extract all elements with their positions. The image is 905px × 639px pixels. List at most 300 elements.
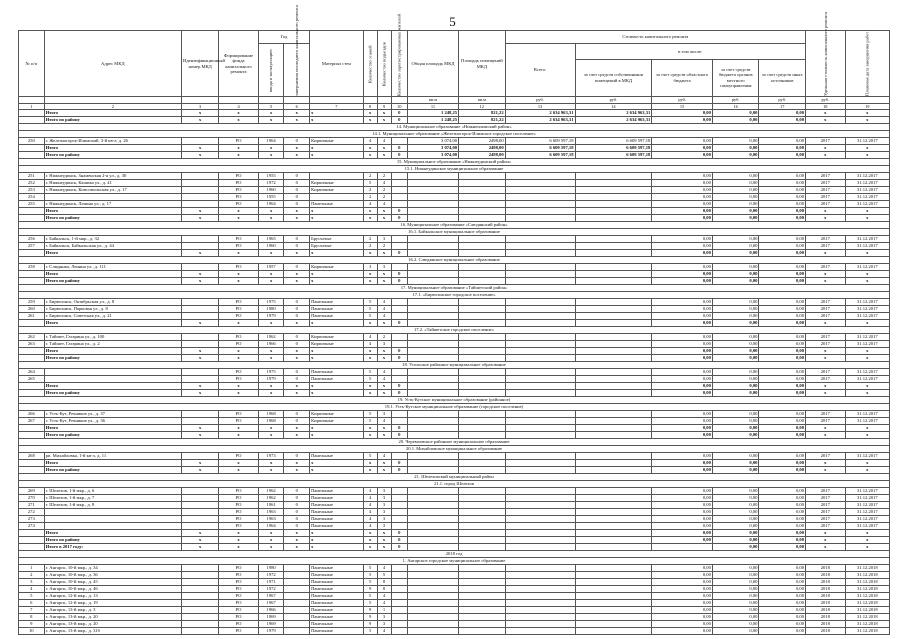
- table-cell: 2 634 963,31: [505, 110, 575, 117]
- table-cell: x: [258, 467, 284, 474]
- table-cell: 268: [19, 453, 45, 460]
- table-cell: x: [284, 537, 310, 544]
- table-cell: 0,00: [652, 502, 713, 509]
- table-cell: [575, 467, 652, 474]
- table-cell: 4: [377, 369, 391, 376]
- table-cell: x: [310, 537, 364, 544]
- table-cell: x: [377, 348, 391, 355]
- table-cell: x: [310, 271, 364, 278]
- table-cell: 0,00: [759, 376, 806, 383]
- table-cell: РО: [219, 341, 259, 348]
- table-cell: Панельные: [310, 313, 364, 320]
- table-cell: РО: [219, 264, 259, 271]
- table-cell: x: [219, 390, 259, 397]
- table-cell: [575, 425, 652, 432]
- table-cell: x: [284, 110, 310, 117]
- unit-rub4: руб.: [712, 97, 759, 104]
- table-cell: 4: [363, 523, 377, 530]
- table-cell: 0: [284, 187, 310, 194]
- table-cell: 0: [284, 418, 310, 425]
- table-cell: 0: [284, 313, 310, 320]
- table-cell: x: [284, 432, 310, 439]
- table-cell: x: [258, 152, 284, 159]
- table-cell: [505, 432, 575, 439]
- section-heading: 17.2. «Тайшетское городское поселение»: [19, 327, 890, 334]
- table-cell: 0,00: [759, 425, 806, 432]
- table-cell: [459, 271, 506, 278]
- table-cell: [391, 600, 407, 607]
- table-cell: [459, 453, 506, 460]
- table-cell: 0: [391, 537, 407, 544]
- table-cell: 274: [19, 523, 45, 530]
- table-cell: [505, 453, 575, 460]
- table-cell: 31.12.2017: [845, 341, 889, 348]
- table-cell: 269: [19, 488, 45, 495]
- table-cell: x: [182, 537, 219, 544]
- table-cell: [575, 614, 652, 621]
- table-cell: 0: [391, 110, 407, 117]
- table-cell: x: [284, 544, 310, 551]
- table-cell: x: [377, 215, 391, 222]
- table-cell: [391, 306, 407, 313]
- table-cell: [575, 341, 652, 348]
- table-cell: 31.12.2018: [845, 579, 889, 586]
- table-cell: [459, 236, 506, 243]
- table-cell: РО: [219, 418, 259, 425]
- table-cell: г. Ангарск, 13-й мкр., д. 20: [44, 621, 181, 628]
- table-cell: г. Ангарск, 10-й мкр., д. 36: [44, 572, 181, 579]
- table-cell: 3: [377, 341, 391, 348]
- table-cell: x: [363, 537, 377, 544]
- table-cell: РО: [219, 299, 259, 306]
- section-heading-row: [19, 292, 890, 299]
- table-cell: 0,00: [759, 572, 806, 579]
- table-cell: [407, 264, 458, 271]
- table-cell: 2017: [806, 502, 846, 509]
- table-cell: 9: [363, 607, 377, 614]
- table-cell: 0,00: [712, 243, 759, 250]
- table-cell: 0,00: [652, 369, 713, 376]
- table-cell: x: [182, 278, 219, 285]
- table-cell: [459, 516, 506, 523]
- header-year-repair: завершения последнего капитального ремонта: [284, 44, 310, 97]
- table-cell: [505, 201, 575, 208]
- column-number: 9: [377, 103, 391, 110]
- table-cell: 0: [391, 348, 407, 355]
- table-cell: [575, 278, 652, 285]
- table-cell: 31.12.2017: [845, 376, 889, 383]
- table-cell: [459, 306, 506, 313]
- table-cell: [459, 537, 506, 544]
- table-cell: 0,00: [652, 236, 713, 243]
- table-cell: [182, 488, 219, 495]
- table-cell: Кирпичные: [310, 341, 364, 348]
- table-cell: x: [845, 383, 889, 390]
- table-cell: 0,00: [652, 376, 713, 383]
- table-cell: x: [845, 425, 889, 432]
- table-cell: x: [219, 145, 259, 152]
- table-cell: [182, 264, 219, 271]
- table-cell: 0,00: [652, 243, 713, 250]
- table-cell: x: [284, 355, 310, 362]
- table-cell: [19, 348, 45, 355]
- table-cell: 0,00: [712, 250, 759, 257]
- table-cell: [575, 306, 652, 313]
- table-cell: 0,00: [712, 432, 759, 439]
- table-cell: 0,00: [712, 460, 759, 467]
- table-cell: 2018: [806, 600, 846, 607]
- table-cell: [575, 320, 652, 327]
- table-cell: x: [310, 320, 364, 327]
- table-cell: [575, 299, 652, 306]
- table-cell: РО: [219, 173, 259, 180]
- table-cell: [459, 607, 506, 614]
- table-cell: [19, 467, 45, 474]
- table-cell: x: [806, 432, 846, 439]
- table-cell: x: [845, 537, 889, 544]
- table-cell: 0,00: [759, 593, 806, 600]
- table-cell: 0,00: [652, 523, 713, 530]
- table-row: [19, 173, 890, 180]
- table-cell: 31.12.2018: [845, 586, 889, 593]
- table-cell: 0: [284, 516, 310, 523]
- table-row: [19, 593, 890, 600]
- table-cell: Итого по району: [44, 117, 181, 124]
- table-cell: 1962: [258, 334, 284, 341]
- table-cell: [182, 180, 219, 187]
- table-cell: [505, 334, 575, 341]
- table-cell: [19, 271, 45, 278]
- table-cell: 0,00: [759, 271, 806, 278]
- table-cell: 4: [363, 341, 377, 348]
- table-cell: [407, 271, 458, 278]
- table-cell: 0: [391, 117, 407, 124]
- table-cell: 2017: [806, 411, 846, 418]
- table-cell: г. Тайшет, Гагарина ул., д. 2: [44, 341, 181, 348]
- table-cell: 0,00: [652, 607, 713, 614]
- table-cell: Панельные: [310, 369, 364, 376]
- table-cell: 4: [377, 306, 391, 313]
- table-cell: [407, 180, 458, 187]
- table-cell: x: [182, 355, 219, 362]
- table-cell: Итого: [44, 145, 181, 152]
- table-cell: x: [182, 215, 219, 222]
- header-address: Адрес МКД: [44, 31, 181, 97]
- table-cell: 2017: [806, 306, 846, 313]
- table-cell: [407, 586, 458, 593]
- table-cell: [459, 187, 506, 194]
- table-cell: x: [284, 250, 310, 257]
- table-cell: Панельные: [310, 453, 364, 460]
- table-cell: 0,00: [759, 355, 806, 362]
- table-cell: 1968: [258, 411, 284, 418]
- table-cell: [505, 299, 575, 306]
- section-heading-row: [19, 166, 890, 173]
- table-cell: 2498,00: [459, 145, 506, 152]
- table-cell: 0,00: [652, 509, 713, 516]
- table-cell: 1963: [258, 516, 284, 523]
- table-cell: [407, 614, 458, 621]
- table-cell: г. Бирюсинск, Октябрьская ул., д. 8: [44, 299, 181, 306]
- table-cell: x: [182, 530, 219, 537]
- table-cell: Кирпичные: [310, 264, 364, 271]
- table-cell: x: [845, 390, 889, 397]
- table-cell: [182, 334, 219, 341]
- table-cell: 3: [377, 509, 391, 516]
- table-cell: [407, 425, 458, 432]
- column-number: 13: [505, 103, 575, 110]
- table-cell: 0: [391, 271, 407, 278]
- table-cell: [575, 628, 652, 635]
- table-cell: 1964: [258, 201, 284, 208]
- table-cell: 31.12.2018: [845, 565, 889, 572]
- table-cell: x: [182, 152, 219, 159]
- table-cell: 0,00: [712, 110, 759, 117]
- table-cell: 0: [391, 215, 407, 222]
- table-cell: 0: [391, 278, 407, 285]
- table-cell: 1973: [258, 453, 284, 460]
- table-cell: 1960: [258, 243, 284, 250]
- table-cell: [575, 334, 652, 341]
- table-cell: РО: [219, 502, 259, 509]
- table-cell: [505, 418, 575, 425]
- table-cell: [459, 355, 506, 362]
- table-cell: 0,00: [712, 313, 759, 320]
- table-cell: РО: [219, 201, 259, 208]
- table-cell: [407, 516, 458, 523]
- table-cell: 31.12.2017: [845, 313, 889, 320]
- table-cell: 3: [377, 236, 391, 243]
- table-cell: 0,00: [759, 509, 806, 516]
- table-cell: 31.12.2018: [845, 614, 889, 621]
- table-cell: [182, 628, 219, 635]
- table-cell: [407, 306, 458, 313]
- table-cell: 2017: [806, 488, 846, 495]
- table-row: [19, 488, 890, 495]
- table-cell: [505, 537, 575, 544]
- table-cell: x: [806, 271, 846, 278]
- table-cell: [575, 593, 652, 600]
- table-cell: x: [310, 145, 364, 152]
- table-cell: [407, 565, 458, 572]
- table-cell: 0,00: [759, 138, 806, 145]
- table-cell: x: [377, 278, 391, 285]
- table-cell: 0,00: [712, 523, 759, 530]
- table-cell: [407, 194, 458, 201]
- section-heading: 2018 год: [19, 551, 890, 558]
- table-cell: 31.12.2017: [845, 495, 889, 502]
- table-cell: [182, 495, 219, 502]
- table-cell: 0,00: [652, 250, 713, 257]
- table-row: [19, 376, 890, 383]
- table-row: [19, 187, 890, 194]
- table-cell: 0,00: [759, 614, 806, 621]
- header-floors: Количество этажей: [363, 31, 377, 97]
- table-cell: x: [806, 383, 846, 390]
- table-cell: [407, 544, 458, 551]
- table-cell: 1967: [258, 593, 284, 600]
- table-cell: 4: [363, 201, 377, 208]
- table-cell: 0,00: [759, 243, 806, 250]
- table-cell: 0,00: [759, 607, 806, 614]
- table-cell: 2: [377, 243, 391, 250]
- table-row: [19, 341, 890, 348]
- table-cell: 0,00: [759, 348, 806, 355]
- table-cell: 1975: [258, 369, 284, 376]
- total-row: [19, 425, 890, 432]
- table-cell: г. Усть-Кут, Речников ул., д. 36: [44, 418, 181, 425]
- table-cell: [182, 187, 219, 194]
- table-cell: x: [284, 215, 310, 222]
- table-cell: 0,00: [712, 187, 759, 194]
- table-cell: 0,00: [652, 152, 713, 159]
- table-cell: 1966: [258, 341, 284, 348]
- table-row: [19, 243, 890, 250]
- table-cell: 0,00: [652, 390, 713, 397]
- table-cell: РО: [219, 334, 259, 341]
- table-cell: [407, 579, 458, 586]
- table-cell: [407, 460, 458, 467]
- capital-repair-table: [18, 5, 890, 635]
- table-cell: [284, 593, 310, 600]
- table-cell: [505, 187, 575, 194]
- table-cell: Итого по району: [44, 390, 181, 397]
- table-cell: 0,00: [652, 467, 713, 474]
- table-cell: 0,00: [712, 509, 759, 516]
- table-cell: [505, 355, 575, 362]
- table-cell: x: [258, 348, 284, 355]
- table-cell: 0,00: [712, 572, 759, 579]
- table-cell: 0,00: [712, 544, 759, 551]
- table-cell: [391, 236, 407, 243]
- table-cell: [505, 523, 575, 530]
- table-cell: 0,00: [652, 572, 713, 579]
- table-cell: 265: [19, 376, 45, 383]
- table-cell: 0,00: [712, 215, 759, 222]
- table-cell: 0,00: [712, 306, 759, 313]
- table-cell: x: [845, 348, 889, 355]
- table-cell: [575, 460, 652, 467]
- table-cell: 1969: [258, 621, 284, 628]
- table-cell: [407, 278, 458, 285]
- table-cell: [459, 418, 506, 425]
- table-cell: x: [219, 355, 259, 362]
- table-cell: 4: [377, 313, 391, 320]
- table-cell: [459, 544, 506, 551]
- table-cell: x: [806, 110, 846, 117]
- table-cell: 31.12.2017: [845, 369, 889, 376]
- table-cell: x: [258, 390, 284, 397]
- table-cell: 7: [19, 607, 45, 614]
- table-cell: [575, 250, 652, 257]
- table-cell: 0,00: [652, 432, 713, 439]
- unit-rub: руб.: [505, 97, 575, 104]
- table-cell: x: [845, 432, 889, 439]
- table-cell: x: [219, 250, 259, 257]
- table-cell: 3: [377, 621, 391, 628]
- table-cell: 3: [377, 495, 391, 502]
- total-row: [19, 383, 890, 390]
- table-cell: [459, 173, 506, 180]
- table-cell: [505, 607, 575, 614]
- table-cell: [459, 523, 506, 530]
- table-cell: [407, 593, 458, 600]
- table-cell: x: [219, 215, 259, 222]
- header-local: за счет средств бюджета органов местного самоуправления: [712, 59, 759, 96]
- table-cell: [44, 194, 181, 201]
- table-cell: x: [806, 348, 846, 355]
- table-cell: 9: [19, 621, 45, 628]
- table-cell: 0: [391, 530, 407, 537]
- table-cell: [391, 593, 407, 600]
- table-cell: x: [182, 110, 219, 117]
- table-cell: [575, 194, 652, 201]
- table-cell: [505, 376, 575, 383]
- table-cell: x: [310, 215, 364, 222]
- table-cell: [44, 509, 181, 516]
- section-heading: 21. Шелеховский муниципальный район: [19, 474, 890, 481]
- table-cell: [182, 299, 219, 306]
- table-cell: [407, 432, 458, 439]
- table-cell: x: [845, 320, 889, 327]
- table-cell: [391, 586, 407, 593]
- table-cell: 1979: [258, 628, 284, 635]
- table-cell: 0: [284, 502, 310, 509]
- table-cell: x: [363, 432, 377, 439]
- table-cell: 263: [19, 341, 45, 348]
- table-cell: 0,00: [712, 278, 759, 285]
- table-cell: [19, 544, 45, 551]
- table-cell: 0: [391, 145, 407, 152]
- table-row: [19, 194, 890, 201]
- table-cell: x: [219, 117, 259, 124]
- table-cell: Панельные: [310, 201, 364, 208]
- table-header: [19, 5, 890, 110]
- table-cell: 0,00: [652, 208, 713, 215]
- table-cell: 2017: [806, 516, 846, 523]
- table-cell: Итого: [44, 383, 181, 390]
- table-cell: 3: [377, 411, 391, 418]
- table-cell: x: [363, 117, 377, 124]
- section-heading-row: [19, 159, 890, 166]
- table-cell: 5: [363, 579, 377, 586]
- table-cell: [505, 320, 575, 327]
- table-cell: [182, 600, 219, 607]
- table-cell: [407, 572, 458, 579]
- table-cell: 266: [19, 411, 45, 418]
- table-cell: Кирпичные: [310, 138, 364, 145]
- table-cell: 0,00: [652, 495, 713, 502]
- table-cell: 31.12.2018: [845, 607, 889, 614]
- table-cell: [407, 201, 458, 208]
- table-cell: 31.12.2017: [845, 236, 889, 243]
- table-cell: Панельные: [310, 509, 364, 516]
- table-cell: [391, 488, 407, 495]
- table-cell: г. Ангарск, 12-й мкр., д. 19: [44, 600, 181, 607]
- table-cell: [407, 299, 458, 306]
- table-row: [19, 495, 890, 502]
- table-cell: 0,00: [759, 369, 806, 376]
- table-cell: 31.12.2017: [845, 194, 889, 201]
- header-entrances: Количество подъездов: [377, 31, 391, 97]
- table-cell: x: [363, 460, 377, 467]
- table-cell: [284, 579, 310, 586]
- table-cell: [391, 299, 407, 306]
- table-cell: 3 074,00: [407, 145, 458, 152]
- table-cell: 0,00: [759, 117, 806, 124]
- table-cell: [407, 383, 458, 390]
- table-cell: 251: [19, 173, 45, 180]
